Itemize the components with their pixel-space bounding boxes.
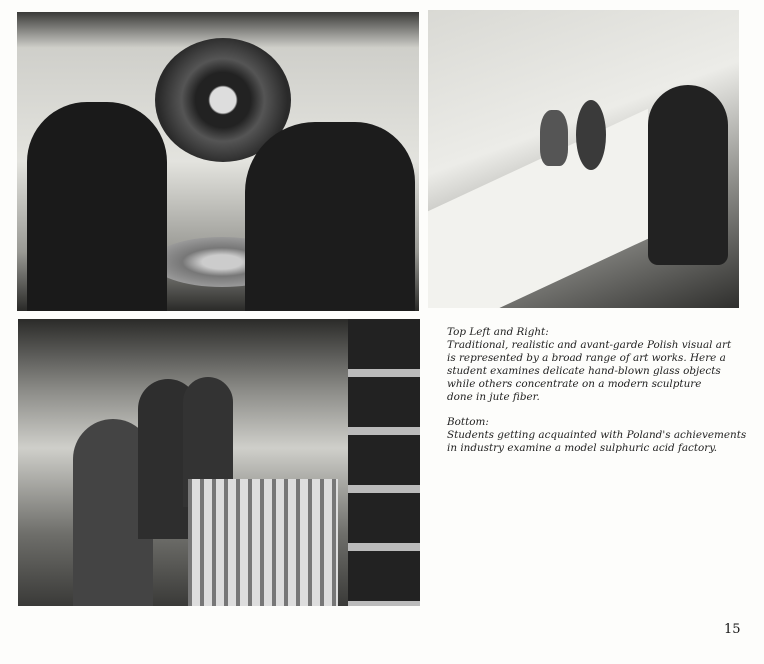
caption-heading: Top Left and Right: <box>447 326 549 338</box>
factory-model <box>188 479 338 606</box>
glass-vase <box>576 100 606 170</box>
caption-line: student examines delicate hand-blown glass objects <box>447 364 721 377</box>
visitor-silhouette <box>245 122 415 311</box>
caption-heading: Bottom: <box>447 416 489 429</box>
caption-bottom <box>447 416 747 455</box>
caption-top <box>447 326 747 403</box>
photo-glass-objects <box>428 10 739 308</box>
photo-jute-sculpture <box>17 12 419 311</box>
photo-captions <box>447 326 747 468</box>
caption-line: done in jute fiber. <box>447 390 540 403</box>
caption-line: Traditional, realistic and avant-garde Polish visual art <box>447 338 732 351</box>
display-shelf <box>428 109 648 308</box>
caption-line: while others concentrate on a modern sculpture <box>447 377 702 390</box>
wall-artworks <box>348 319 420 606</box>
photo-acid-factory-model <box>18 319 420 606</box>
visitor-silhouette <box>27 102 167 311</box>
glass-vase <box>540 110 568 166</box>
page-number: 15 <box>724 622 741 637</box>
caption-line: is represented by a broad range of art works. Here a <box>447 351 726 364</box>
caption-line: Students getting acquainted with Poland's achievements <box>447 429 747 442</box>
caption-line: in industry examine a model sulphuric acid factory. <box>447 442 718 455</box>
student-silhouette <box>648 85 728 265</box>
